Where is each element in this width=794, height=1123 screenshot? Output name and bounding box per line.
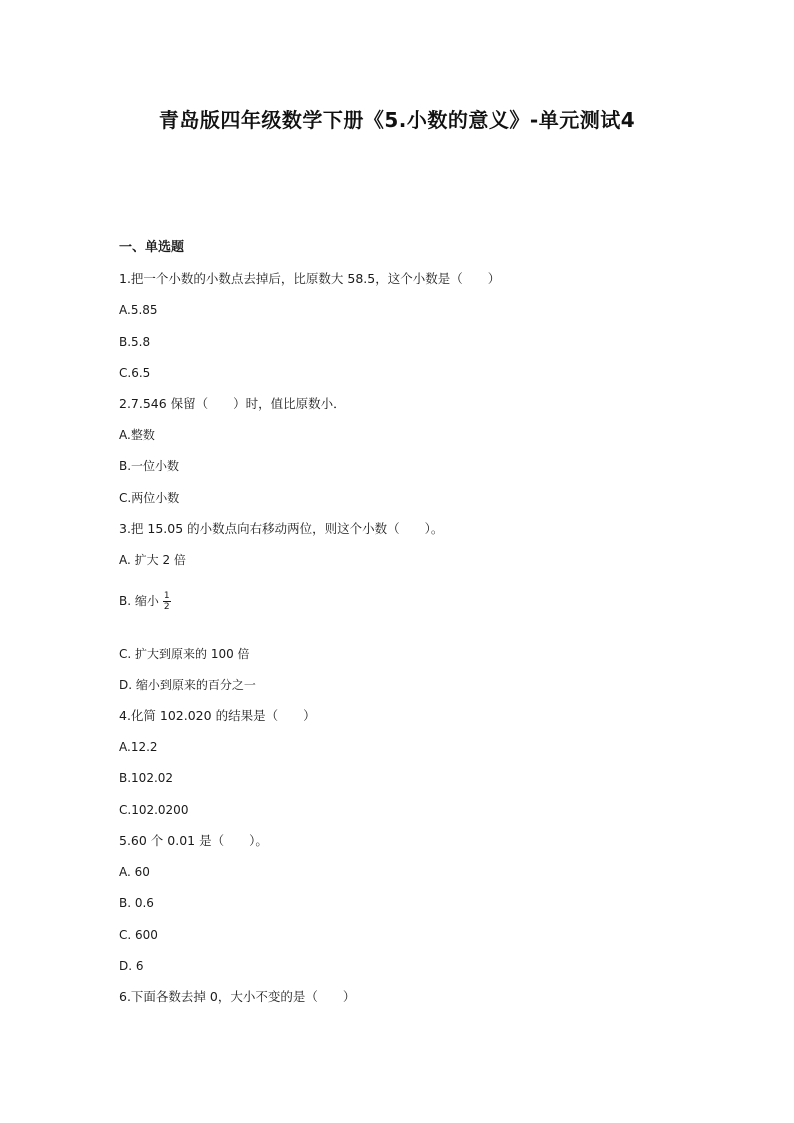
question-3-option-a: A. 扩大 2 倍: [119, 553, 186, 567]
question-3-option-d: D. 缩小到原来的百分之一: [119, 678, 256, 692]
fraction-numerator: 1: [163, 591, 170, 601]
question-4-option-a: A.12.2: [119, 740, 158, 754]
question-3-stem: 3.把 15.05 的小数点向右移动两位，则这个小数（ ）。: [119, 521, 444, 536]
question-3-option-c: C. 扩大到原来的 100 倍: [119, 647, 250, 661]
question-5-option-a: A. 60: [119, 865, 150, 879]
question-2-option-a: A.整数: [119, 428, 155, 442]
question-2-option-b: B.一位小数: [119, 459, 180, 473]
question-4-stem: 4.化简 102.020 的结果是（ ）: [119, 708, 316, 723]
question-1-option-b: B.5.8: [119, 335, 151, 349]
fraction-denominator: 2: [163, 602, 170, 612]
fraction-one-half: [163, 591, 171, 612]
question-5-option-c: C. 600: [119, 928, 158, 942]
question-3-option-b-label: B. 缩小: [119, 594, 159, 608]
question-3-option-b: [119, 591, 171, 612]
question-4-option-b: B.102.02: [119, 771, 174, 785]
document-title: 青岛版四年级数学下册《5.小数的意义》-单元测试4: [158, 108, 636, 132]
question-5-option-d: D. 6: [119, 959, 144, 973]
question-6-stem: 6.下面各数去掉 0，大小不变的是（ ）: [119, 989, 356, 1004]
question-2-stem: 2.7.546 保留（ ）时，值比原数小．: [119, 396, 346, 411]
question-2-option-c: C.两位小数: [119, 491, 180, 505]
question-1-stem: 1.把一个小数的小数点去掉后，比原数大 58.5，这个小数是（ ）: [119, 271, 501, 286]
section-heading: 一、单选题: [119, 240, 185, 255]
question-5-option-b: B. 0.6: [119, 896, 154, 910]
question-1-option-a: A.5.85: [119, 303, 158, 317]
question-1-option-c: C.6.5: [119, 366, 151, 380]
question-4-option-c: C.102.0200: [119, 803, 189, 817]
question-5-stem: 5.60 个 0.01 是（ ）。: [119, 833, 268, 848]
